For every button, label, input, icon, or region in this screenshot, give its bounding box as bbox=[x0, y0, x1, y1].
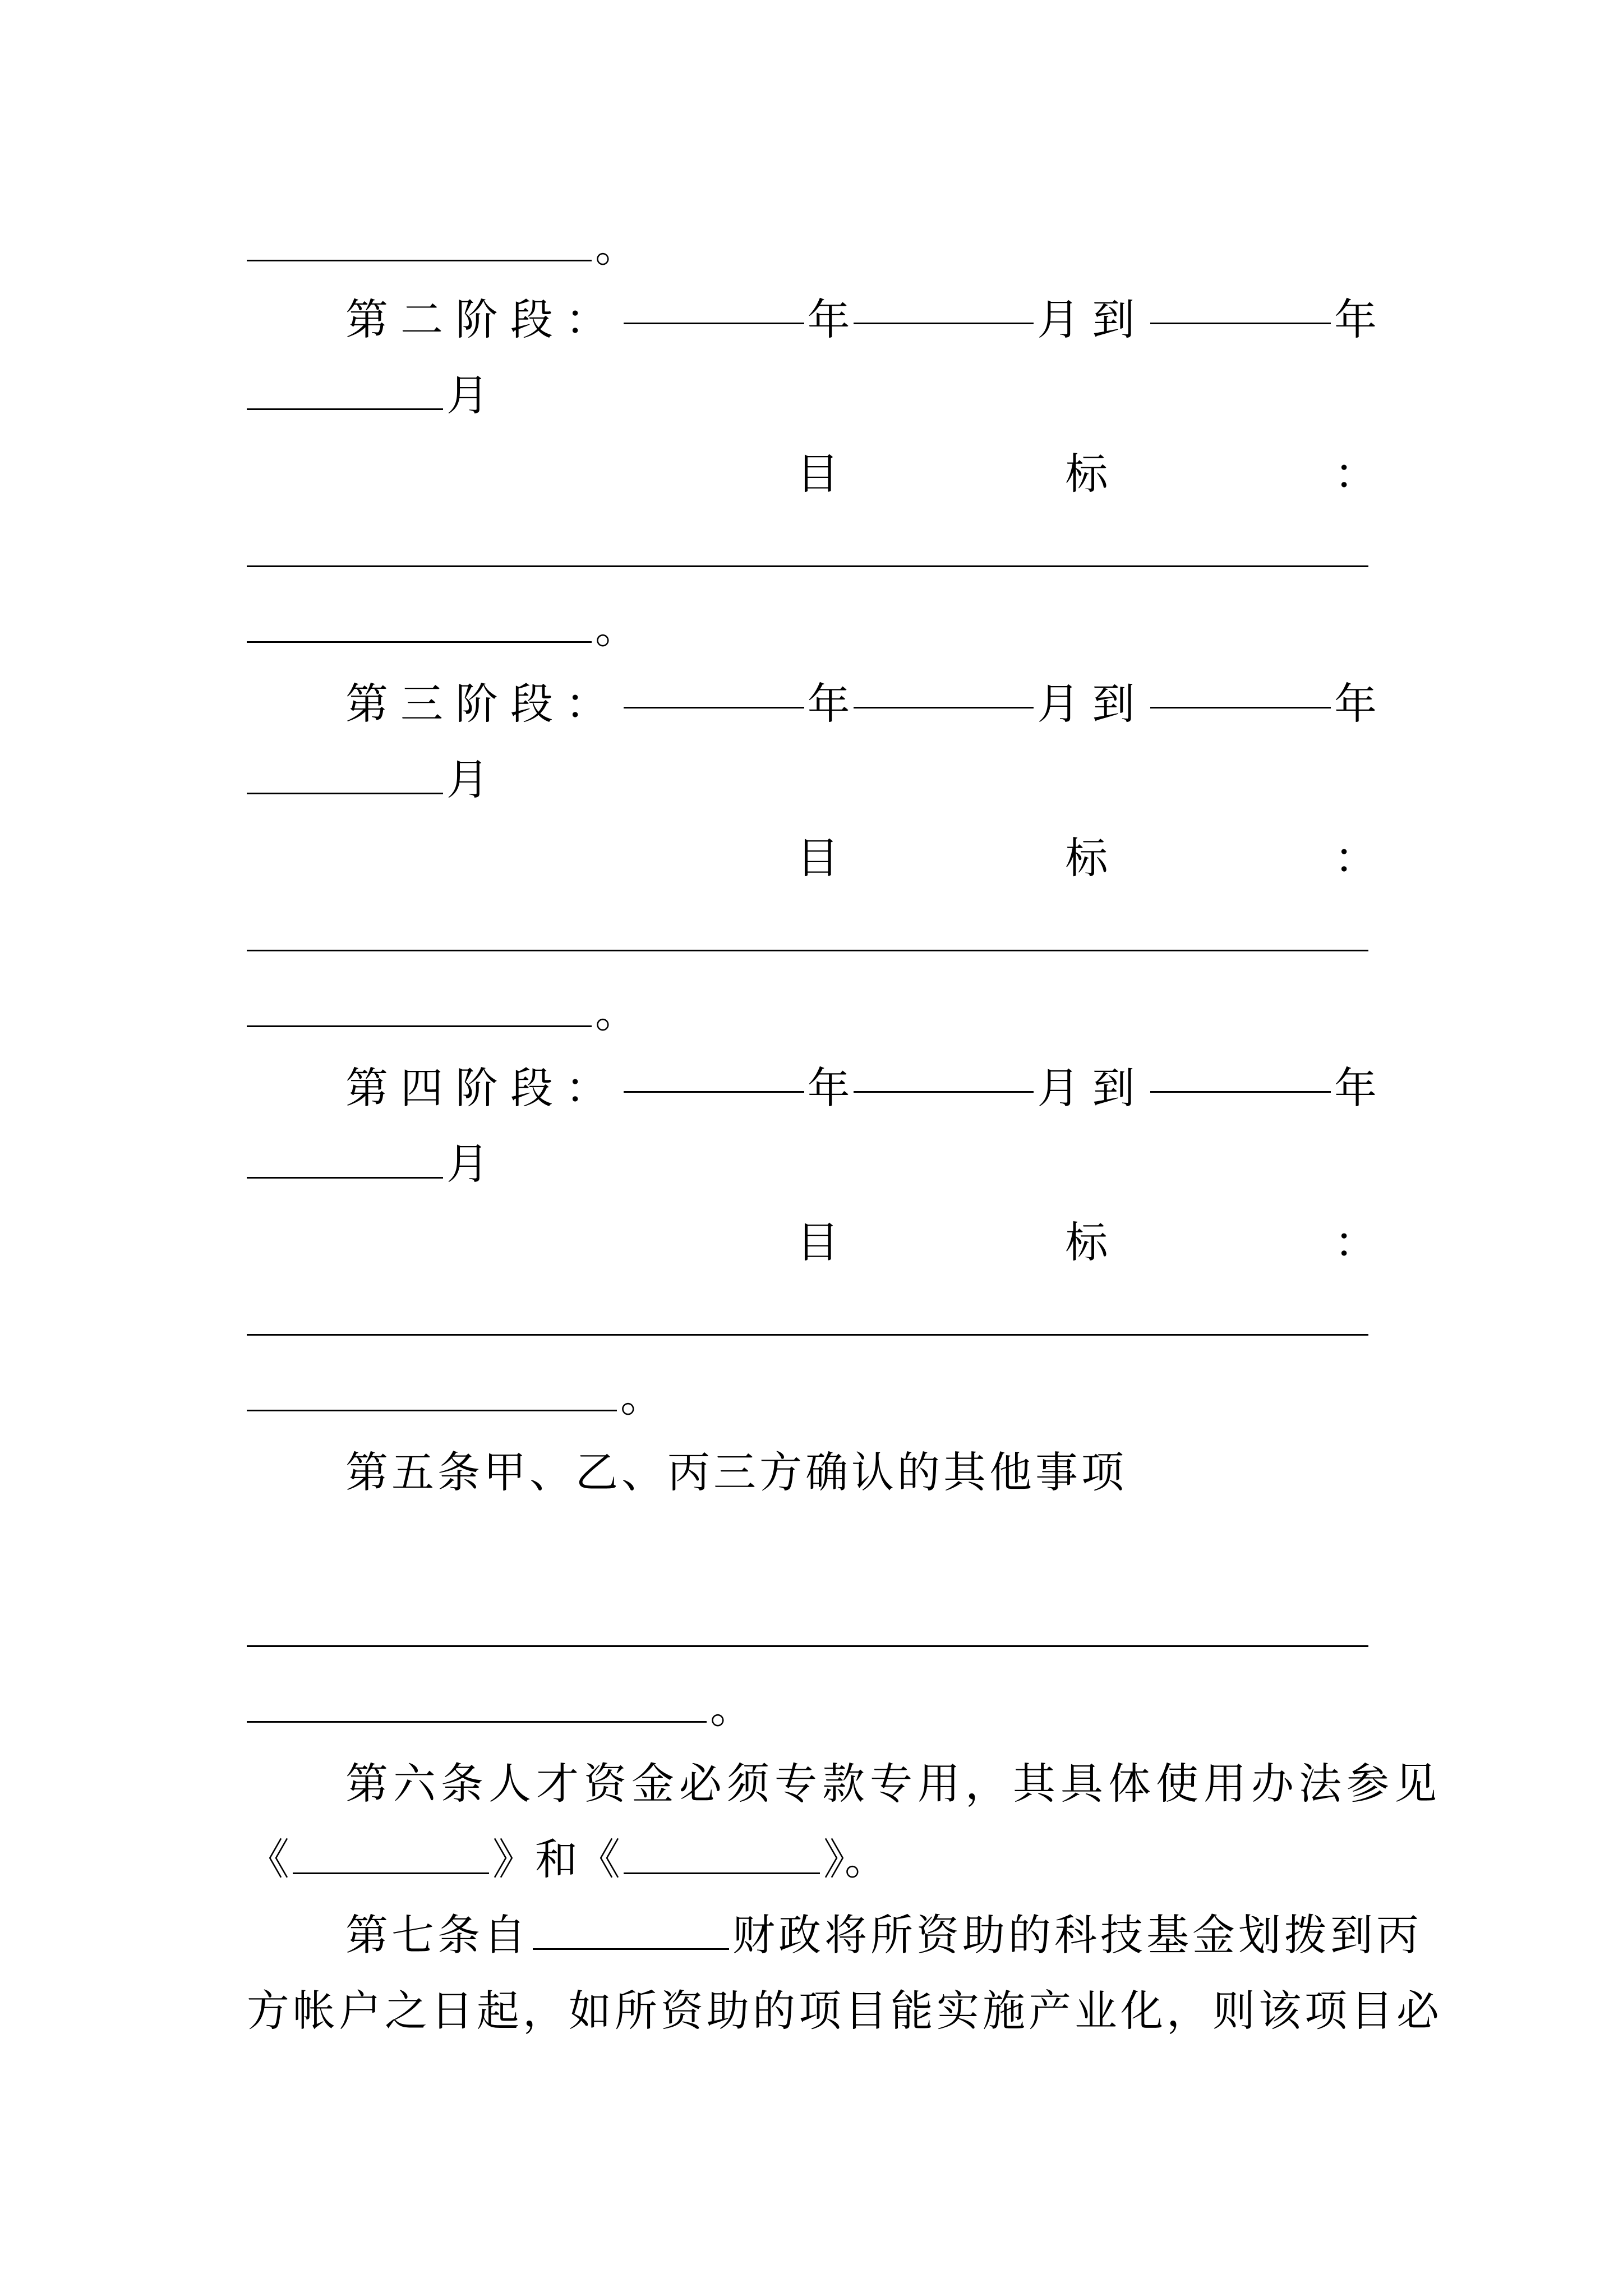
blank-field bbox=[624, 673, 804, 708]
blank-field bbox=[247, 1687, 707, 1723]
article-5: 第五条甲、乙、丙三方确认的其他事项 bbox=[345, 1447, 1127, 1497]
article-6-refs: 《 》和《 》。 bbox=[247, 1834, 887, 1884]
blank-field bbox=[533, 1915, 729, 1950]
stage-3-label: 第三阶段： bbox=[345, 679, 620, 729]
stage-4-month-line: 月 bbox=[247, 1133, 1377, 1195]
blank-field bbox=[247, 759, 443, 794]
blank-field bbox=[247, 1376, 617, 1411]
stage-3-month-line: 月 bbox=[247, 749, 1377, 811]
blank-field bbox=[247, 916, 1368, 951]
stage-2-target: 目 标 ： bbox=[796, 449, 1377, 499]
stage-4-target-blank bbox=[247, 1290, 1377, 1352]
stage-2-month-line: 月 bbox=[247, 365, 1377, 426]
blank-field bbox=[247, 1612, 1368, 1647]
stage-2-label: 第二阶段： bbox=[345, 295, 620, 344]
line-blank-end-1: 。 bbox=[247, 216, 1377, 278]
blank-field bbox=[293, 1839, 489, 1874]
line-blank-end-5: 。 bbox=[247, 1677, 1377, 1739]
line-blank-end-4: 。 bbox=[247, 1366, 1377, 1428]
stage-3-target: 目 标 ： bbox=[796, 833, 1377, 883]
stage-3-period: 第三阶段： 年 月到 年 bbox=[247, 673, 1377, 735]
blank-field bbox=[247, 1143, 443, 1179]
article-7-line-2: 方帐户之日起，如所资助的项目能实施产业化，则该项目必 bbox=[247, 1986, 1442, 2036]
blank-field bbox=[1150, 289, 1331, 324]
blank-field bbox=[1150, 1057, 1331, 1093]
blank-field bbox=[247, 608, 592, 643]
blank-field bbox=[624, 289, 804, 324]
blank-field bbox=[1150, 673, 1331, 708]
stage-2-target-blank bbox=[247, 522, 1377, 583]
blank-field bbox=[247, 532, 1368, 567]
blank-field bbox=[247, 226, 592, 261]
article-5-blank bbox=[247, 1602, 1377, 1663]
line-blank-end-3: 。 bbox=[247, 982, 1377, 1043]
blank-field bbox=[247, 1300, 1368, 1336]
line-blank-end-2: 。 bbox=[247, 597, 1377, 659]
blank-field bbox=[854, 1057, 1034, 1093]
stage-4-period: 第四阶段： 年 月到 年 bbox=[247, 1057, 1377, 1119]
blank-field bbox=[247, 375, 443, 410]
blank-field bbox=[854, 673, 1034, 708]
stage-3-target-blank bbox=[247, 906, 1377, 968]
article-7-line-1: 第七条自 财政将所资助的科技基金划拨到丙 bbox=[345, 1910, 1422, 1960]
stage-2-period: 第二阶段： 年 月到 年 bbox=[247, 289, 1377, 351]
blank-field bbox=[247, 992, 592, 1027]
blank-field bbox=[624, 1839, 820, 1874]
blank-field bbox=[854, 289, 1034, 324]
article-6: 第六条人才资金必须专款专用，其具体使用办法参见 bbox=[345, 1759, 1442, 1809]
blank-field bbox=[624, 1057, 804, 1093]
stage-4-target: 目 标 ： bbox=[796, 1217, 1377, 1267]
stage-4-label: 第四阶段： bbox=[345, 1063, 620, 1113]
